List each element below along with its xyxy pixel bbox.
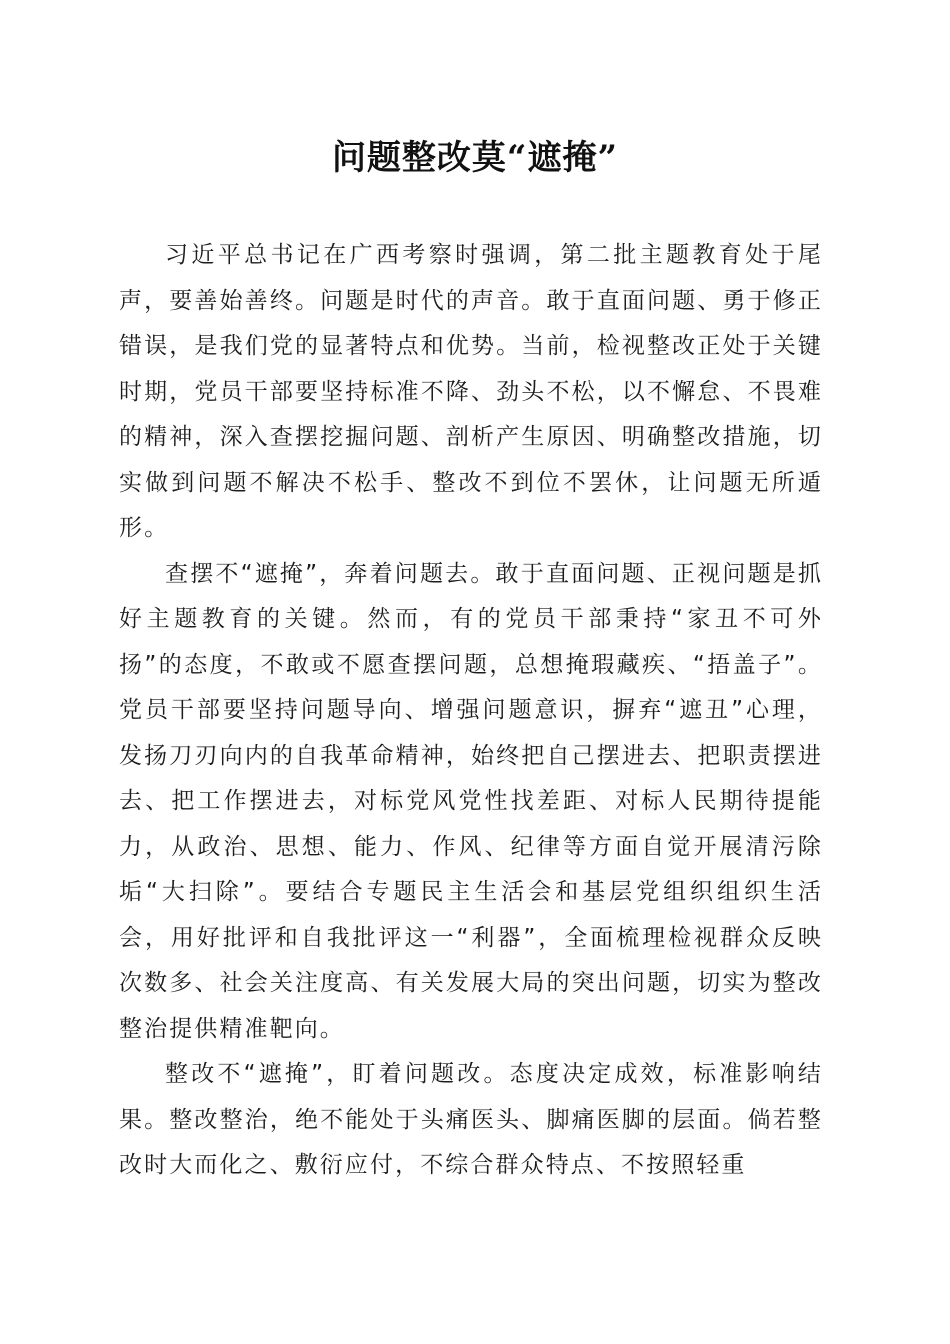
paragraph-3: 整改不“遮掩”，盯着问题改。态度决定成效，标准影响结果。整改整治，绝不能处于头痛医头、脚痛医脚的层面。倘若整改时大而化之、敷衍应付，不综合群众特点、不按照轻重 [119,1061,823,1178]
paragraph-2: 查摆不“遮掩”，奔着问题去。敢于直面问题、正视问题是抓好主题教育的关键。然而，有的党员干部秉持“家丑不可外扬”的态度，不敢或不愿查摆问题，总想掩瑕藏疾、“捂盖子”。党员干部要坚持问题导向、增强问题意识，摒弃“遮丑”心理，发扬刀刃向内的自我革命精神，始终把自己摆进去、把职责摆进去、把工作摆进去，对标党风党性找差距、对标人民期待提能力，从政治、思想、能力、作风、纪律等方面自觉开展清污除垢“大扫除”。要结合专题民主生活会和基层党组织组织生活会，用好批评和自我批评这一“利器”，全面梳理检视群众反映次数多、社会关注度高、有关发展大局的突出问题，切实为整改整治提供精准靶向。 [119,560,823,1042]
document-body [119,233,823,1189]
paragraph-1: 习近平总书记在广西考察时强调，第二批主题教育处于尾声，要善始善终。问题是时代的声音。敢于直面问题、勇于修正错误，是我们党的显著特点和优势。当前，检视整改正处于关键时期，党员干部要坚持标准不降、劲头不松，以不懈怠、不畏难的精神，深入查摆挖掘问题、剖析产生原因、明确整改措施，切实做到问题不解决不松手、整改不到位不罢休，让问题无所遁形。 [119,242,823,541]
document-title: 问题整改莫“遮掩” [331,138,619,178]
